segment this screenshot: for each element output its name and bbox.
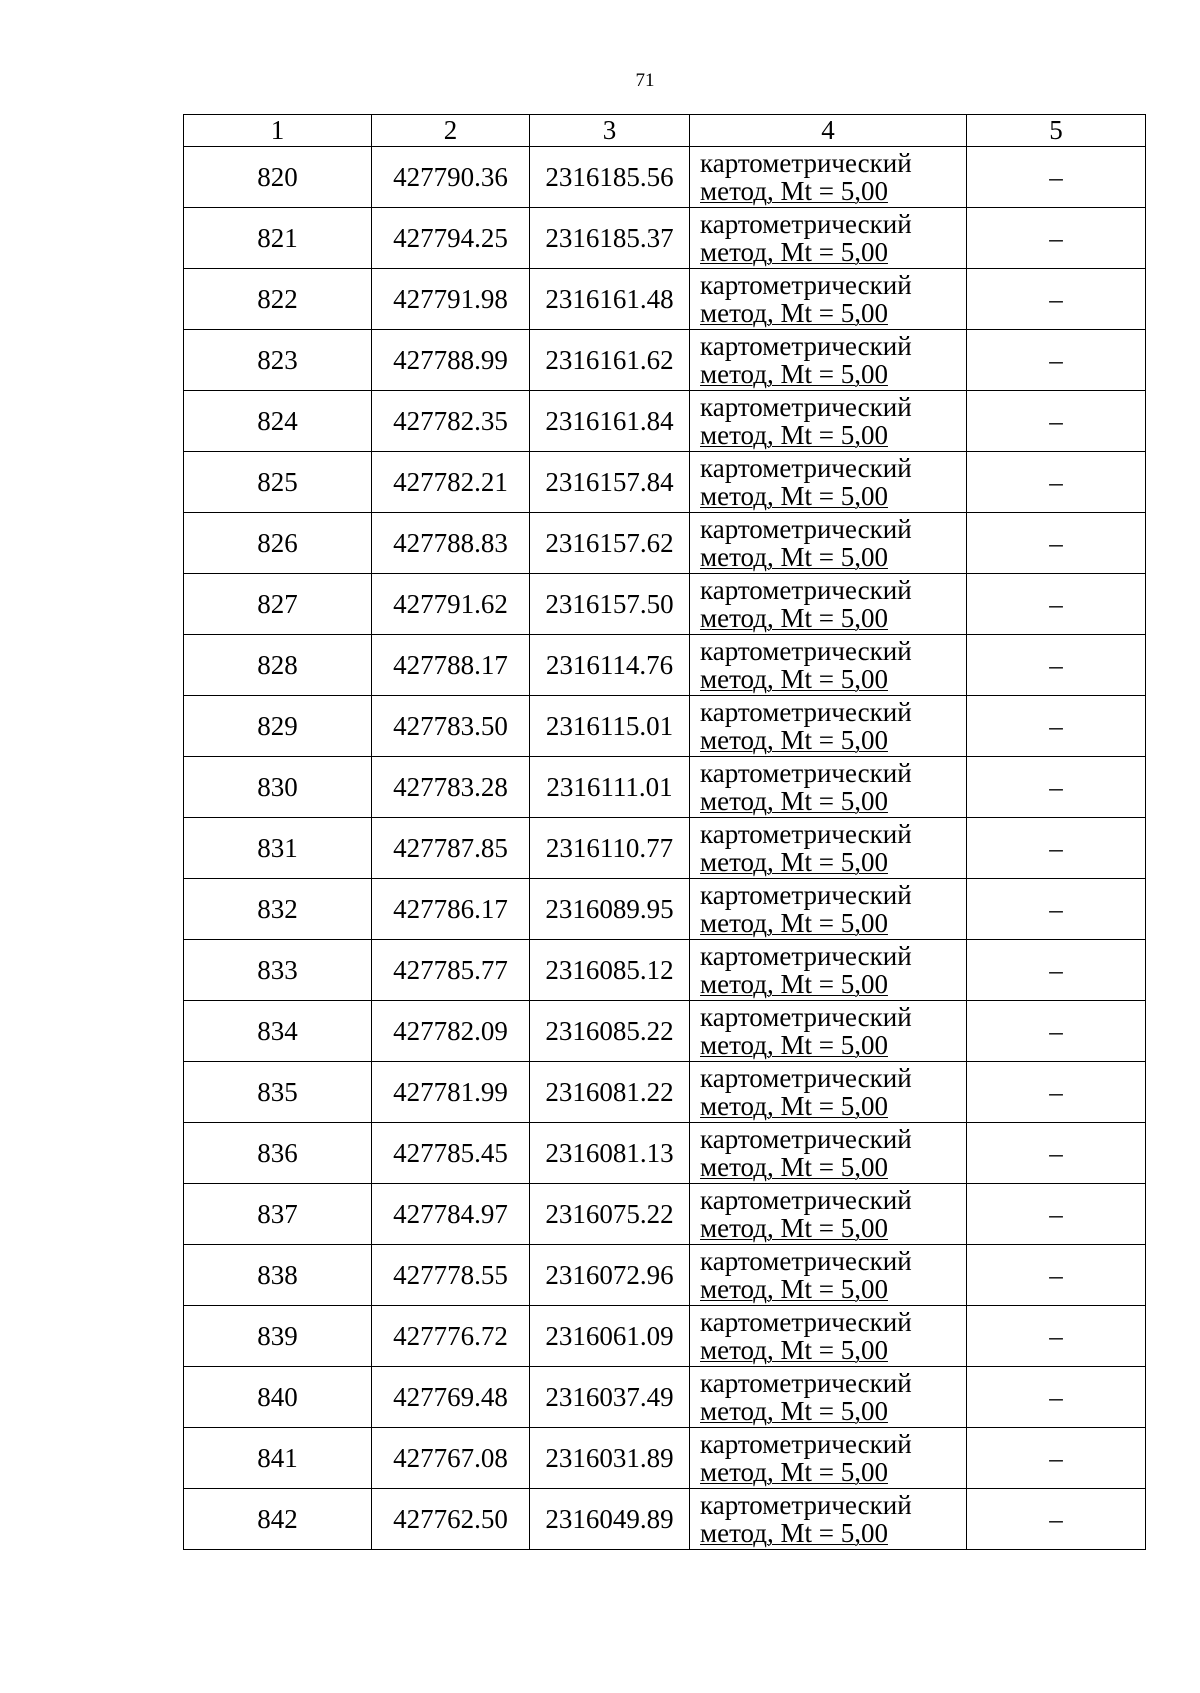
x-coordinate-cell: 427791.98 (372, 269, 530, 330)
y-coordinate-cell: 2316185.37 (530, 208, 690, 269)
table-row (184, 1245, 1146, 1306)
note-cell: – (967, 1428, 1146, 1489)
method-line-2: метод, Mt = 5,00 (700, 1152, 888, 1182)
note-cell: – (967, 452, 1146, 513)
y-coordinate-cell: 2316161.62 (530, 330, 690, 391)
table-row (184, 452, 1146, 513)
note-cell: – (967, 1245, 1146, 1306)
x-coordinate-cell: 427790.36 (372, 147, 530, 208)
x-coordinate-cell: 427781.99 (372, 1062, 530, 1123)
method-cell (690, 1489, 967, 1550)
method-line-1: картометрический (700, 331, 912, 361)
table-row (184, 574, 1146, 635)
method-line-1: картометрический (700, 270, 912, 300)
point-number-cell: 820 (184, 147, 372, 208)
x-coordinate-cell: 427782.09 (372, 1001, 530, 1062)
method-line-1: картометрический (700, 636, 912, 666)
point-number-cell: 826 (184, 513, 372, 574)
x-coordinate-cell: 427783.28 (372, 757, 530, 818)
point-number-cell: 825 (184, 452, 372, 513)
note-cell: – (967, 269, 1146, 330)
note-cell: – (967, 940, 1146, 1001)
table-row (184, 269, 1146, 330)
x-coordinate-cell: 427782.35 (372, 391, 530, 452)
y-coordinate-cell: 2316037.49 (530, 1367, 690, 1428)
y-coordinate-cell: 2316075.22 (530, 1184, 690, 1245)
page-number: 71 (635, 70, 655, 91)
method-line-2: метод, Mt = 5,00 (700, 298, 888, 328)
note-cell: – (967, 1001, 1146, 1062)
column-header-2: 2 (372, 115, 530, 147)
note-cell: – (967, 696, 1146, 757)
table-row (184, 818, 1146, 879)
method-line-1: картометрический (700, 1185, 912, 1215)
coordinates-table (183, 114, 1146, 1550)
method-cell (690, 513, 967, 574)
method-cell (690, 879, 967, 940)
x-coordinate-cell: 427776.72 (372, 1306, 530, 1367)
y-coordinate-cell: 2316081.22 (530, 1062, 690, 1123)
method-line-1: картометрический (700, 697, 912, 727)
x-coordinate-cell: 427785.77 (372, 940, 530, 1001)
method-line-1: картометрический (700, 1124, 912, 1154)
x-coordinate-cell: 427784.97 (372, 1184, 530, 1245)
x-coordinate-cell: 427778.55 (372, 1245, 530, 1306)
point-number-cell: 837 (184, 1184, 372, 1245)
method-cell (690, 391, 967, 452)
method-line-1: картометрический (700, 1490, 912, 1520)
method-cell (690, 635, 967, 696)
table-row (184, 879, 1146, 940)
point-number-cell: 836 (184, 1123, 372, 1184)
table-header (184, 115, 1146, 147)
table-row (184, 696, 1146, 757)
method-line-2: метод, Mt = 5,00 (700, 603, 888, 633)
method-line-1: картометрический (700, 514, 912, 544)
note-cell: – (967, 208, 1146, 269)
note-cell: – (967, 1367, 1146, 1428)
y-coordinate-cell: 2316157.50 (530, 574, 690, 635)
method-cell (690, 574, 967, 635)
x-coordinate-cell: 427788.17 (372, 635, 530, 696)
x-coordinate-cell: 427783.50 (372, 696, 530, 757)
y-coordinate-cell: 2316157.84 (530, 452, 690, 513)
table-body (184, 147, 1146, 1550)
table-row (184, 208, 1146, 269)
column-header-4: 4 (690, 115, 967, 147)
method-line-1: картометрический (700, 880, 912, 910)
column-header-1: 1 (184, 115, 372, 147)
y-coordinate-cell: 2316085.22 (530, 1001, 690, 1062)
point-number-cell: 823 (184, 330, 372, 391)
method-cell (690, 818, 967, 879)
column-header-3: 3 (530, 115, 690, 147)
point-number-cell: 833 (184, 940, 372, 1001)
method-line-1: картометрический (700, 1368, 912, 1398)
method-line-1: картометрический (700, 1002, 912, 1032)
y-coordinate-cell: 2316081.13 (530, 1123, 690, 1184)
note-cell: – (967, 1123, 1146, 1184)
method-line-1: картометрический (700, 453, 912, 483)
header-row (184, 115, 1146, 147)
point-number-cell: 839 (184, 1306, 372, 1367)
method-line-2: метод, Mt = 5,00 (700, 1335, 888, 1365)
method-line-2: метод, Mt = 5,00 (700, 969, 888, 999)
point-number-cell: 841 (184, 1428, 372, 1489)
note-cell: – (967, 1062, 1146, 1123)
y-coordinate-cell: 2316157.62 (530, 513, 690, 574)
point-number-cell: 821 (184, 208, 372, 269)
x-coordinate-cell: 427762.50 (372, 1489, 530, 1550)
note-cell: – (967, 757, 1146, 818)
method-line-1: картометрический (700, 1307, 912, 1337)
note-cell: – (967, 513, 1146, 574)
table-row (184, 940, 1146, 1001)
y-coordinate-cell: 2316072.96 (530, 1245, 690, 1306)
table-row (184, 391, 1146, 452)
table-row (184, 635, 1146, 696)
x-coordinate-cell: 427782.21 (372, 452, 530, 513)
table-row (184, 757, 1146, 818)
table-row (184, 513, 1146, 574)
y-coordinate-cell: 2316110.77 (530, 818, 690, 879)
y-coordinate-cell: 2316161.84 (530, 391, 690, 452)
y-coordinate-cell: 2316115.01 (530, 696, 690, 757)
table-row (184, 1367, 1146, 1428)
method-cell (690, 940, 967, 1001)
note-cell: – (967, 1489, 1146, 1550)
point-number-cell: 822 (184, 269, 372, 330)
table-row (184, 1001, 1146, 1062)
y-coordinate-cell: 2316089.95 (530, 879, 690, 940)
method-line-2: метод, Mt = 5,00 (700, 847, 888, 877)
method-line-2: метод, Mt = 5,00 (700, 1030, 888, 1060)
note-cell: – (967, 391, 1146, 452)
point-number-cell: 832 (184, 879, 372, 940)
method-line-2: метод, Mt = 5,00 (700, 1274, 888, 1304)
note-cell: – (967, 879, 1146, 940)
table-row (184, 1489, 1146, 1550)
column-header-5: 5 (967, 115, 1146, 147)
method-line-2: метод, Mt = 5,00 (700, 359, 888, 389)
method-cell (690, 208, 967, 269)
x-coordinate-cell: 427794.25 (372, 208, 530, 269)
point-number-cell: 838 (184, 1245, 372, 1306)
note-cell: – (967, 330, 1146, 391)
method-cell (690, 1306, 967, 1367)
method-cell (690, 269, 967, 330)
method-line-2: метод, Mt = 5,00 (700, 1396, 888, 1426)
point-number-cell: 824 (184, 391, 372, 452)
point-number-cell: 834 (184, 1001, 372, 1062)
method-cell (690, 696, 967, 757)
method-line-1: картометрический (700, 1063, 912, 1093)
method-line-1: картометрический (700, 758, 912, 788)
point-number-cell: 828 (184, 635, 372, 696)
method-line-1: картометрический (700, 575, 912, 605)
method-line-2: метод, Mt = 5,00 (700, 176, 888, 206)
method-cell (690, 1428, 967, 1489)
method-line-2: метод, Mt = 5,00 (700, 725, 888, 755)
method-line-2: метод, Mt = 5,00 (700, 664, 888, 694)
method-line-1: картометрический (700, 1246, 912, 1276)
table-row (184, 330, 1146, 391)
x-coordinate-cell: 427767.08 (372, 1428, 530, 1489)
method-line-2: метод, Mt = 5,00 (700, 481, 888, 511)
method-cell (690, 1001, 967, 1062)
method-cell (690, 330, 967, 391)
y-coordinate-cell: 2316161.48 (530, 269, 690, 330)
table-row (184, 147, 1146, 208)
method-cell (690, 1367, 967, 1428)
y-coordinate-cell: 2316085.12 (530, 940, 690, 1001)
method-line-2: метод, Mt = 5,00 (700, 1213, 888, 1243)
method-cell (690, 1062, 967, 1123)
y-coordinate-cell: 2316049.89 (530, 1489, 690, 1550)
x-coordinate-cell: 427786.17 (372, 879, 530, 940)
point-number-cell: 840 (184, 1367, 372, 1428)
method-cell (690, 1184, 967, 1245)
method-line-1: картометрический (700, 1429, 912, 1459)
method-line-2: метод, Mt = 5,00 (700, 237, 888, 267)
method-line-2: метод, Mt = 5,00 (700, 420, 888, 450)
x-coordinate-cell: 427788.83 (372, 513, 530, 574)
method-cell (690, 452, 967, 513)
method-line-2: метод, Mt = 5,00 (700, 786, 888, 816)
point-number-cell: 842 (184, 1489, 372, 1550)
table-row (184, 1184, 1146, 1245)
point-number-cell: 831 (184, 818, 372, 879)
method-line-1: картометрический (700, 392, 912, 422)
method-cell (690, 1245, 967, 1306)
note-cell: – (967, 818, 1146, 879)
method-line-2: метод, Mt = 5,00 (700, 1457, 888, 1487)
table-row (184, 1428, 1146, 1489)
method-line-1: картометрический (700, 819, 912, 849)
point-number-cell: 829 (184, 696, 372, 757)
point-number-cell: 827 (184, 574, 372, 635)
method-cell (690, 757, 967, 818)
y-coordinate-cell: 2316111.01 (530, 757, 690, 818)
method-line-1: картометрический (700, 941, 912, 971)
x-coordinate-cell: 427791.62 (372, 574, 530, 635)
x-coordinate-cell: 427787.85 (372, 818, 530, 879)
method-line-1: картометрический (700, 148, 912, 178)
method-line-2: метод, Mt = 5,00 (700, 1091, 888, 1121)
table-row (184, 1123, 1146, 1184)
method-cell (690, 147, 967, 208)
note-cell: – (967, 1306, 1146, 1367)
method-line-2: метод, Mt = 5,00 (700, 908, 888, 938)
method-cell (690, 1123, 967, 1184)
table-row (184, 1062, 1146, 1123)
point-number-cell: 835 (184, 1062, 372, 1123)
note-cell: – (967, 574, 1146, 635)
method-line-2: метод, Mt = 5,00 (700, 1518, 888, 1548)
x-coordinate-cell: 427785.45 (372, 1123, 530, 1184)
x-coordinate-cell: 427769.48 (372, 1367, 530, 1428)
y-coordinate-cell: 2316185.56 (530, 147, 690, 208)
x-coordinate-cell: 427788.99 (372, 330, 530, 391)
y-coordinate-cell: 2316061.09 (530, 1306, 690, 1367)
note-cell: – (967, 147, 1146, 208)
table-row (184, 1306, 1146, 1367)
note-cell: – (967, 635, 1146, 696)
point-number-cell: 830 (184, 757, 372, 818)
method-line-2: метод, Mt = 5,00 (700, 542, 888, 572)
y-coordinate-cell: 2316031.89 (530, 1428, 690, 1489)
note-cell: – (967, 1184, 1146, 1245)
y-coordinate-cell: 2316114.76 (530, 635, 690, 696)
method-line-1: картометрический (700, 209, 912, 239)
